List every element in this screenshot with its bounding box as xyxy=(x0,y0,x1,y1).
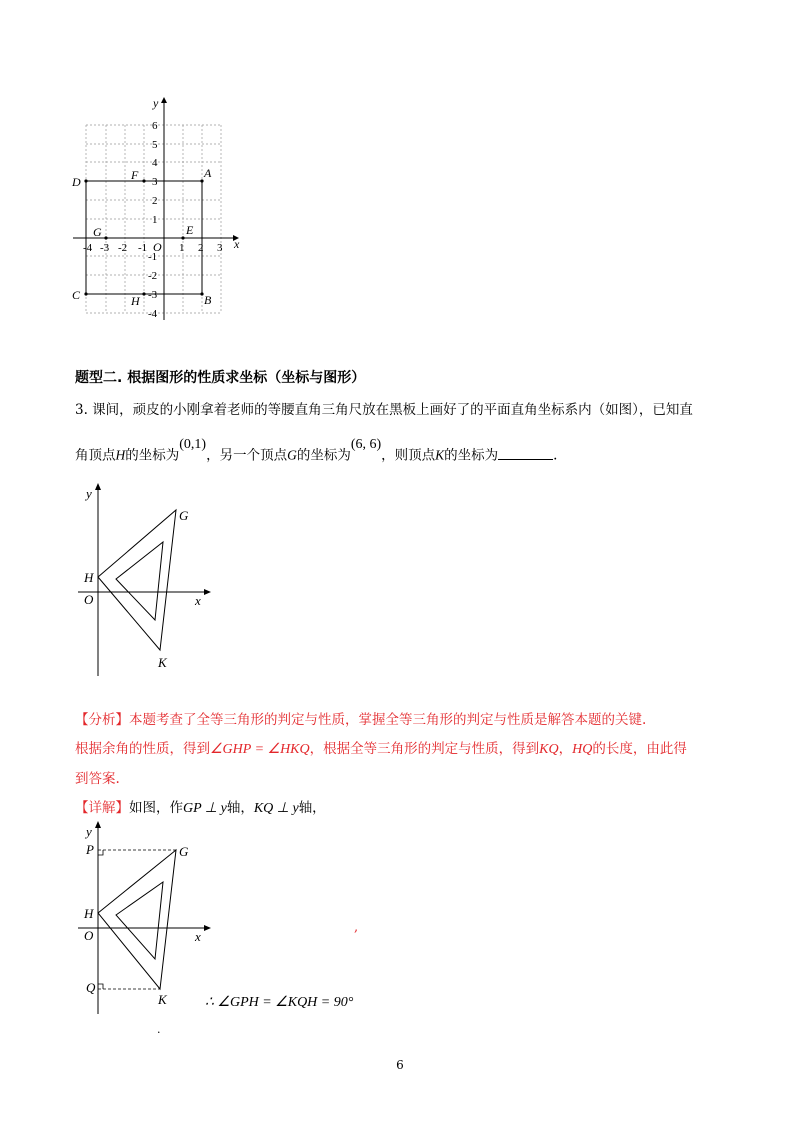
question-line-2: 角顶点H的坐标为$^{(0,1)}$，另一个顶点G的坐标为$^{(6, 6)}$，则顶点K的坐标为 . xyxy=(75,437,558,464)
point-e-label: E xyxy=(186,223,194,237)
xtick-m3: -3 xyxy=(100,242,110,254)
x-axis-label: x xyxy=(234,237,240,251)
ytick-m1: -1 xyxy=(148,251,158,263)
question-line-1: 3. 课间，顽皮的小刚拿着老师的等腰直角三角尺放在黑板上画好了的平面直角坐标系内（如图），已知直 xyxy=(75,402,693,418)
point-h-label: H xyxy=(131,294,140,308)
ytick-4: 4 xyxy=(152,157,158,169)
q-label: Q xyxy=(86,980,96,995)
h-label: H xyxy=(84,570,94,585)
xtick-1: 1 xyxy=(179,242,185,254)
ytick-3: 3 xyxy=(152,176,158,188)
ytick-m2: -2 xyxy=(148,270,158,282)
point-b-label: B xyxy=(204,293,212,307)
section-heading: 题型二. 根据图形的性质求坐标（坐标与图形） xyxy=(75,370,366,386)
stray-comma: , xyxy=(354,920,359,935)
y-axis-label: y xyxy=(86,486,92,501)
g-label: G xyxy=(179,508,189,523)
analysis-line-3: 到答案. xyxy=(75,771,120,787)
stray-dot: . xyxy=(157,1023,161,1036)
origin-label: O xyxy=(84,928,94,943)
coord-h: (0,1) xyxy=(179,437,207,452)
triangle-outer xyxy=(98,850,176,989)
ytick-m4: -4 xyxy=(148,308,158,320)
xtick-2: 2 xyxy=(198,242,204,254)
k-label: K xyxy=(158,655,167,670)
analysis-tag: 【分析】 xyxy=(75,712,129,728)
g-label: G xyxy=(179,844,189,859)
detail-tag: 【详解】 xyxy=(75,800,129,816)
x-axis-label: x xyxy=(195,593,201,608)
triangle-inner xyxy=(116,542,163,620)
y-axis-label: y xyxy=(153,96,159,110)
right-angle-p xyxy=(98,850,103,855)
p-label: P xyxy=(86,842,94,857)
xtick-m2: -2 xyxy=(118,242,128,254)
point-g-label: G xyxy=(93,225,102,239)
h-label: H xyxy=(84,906,94,921)
detail-line: 【详解】如图，作GP ⊥ y轴，KQ ⊥ y轴， xyxy=(75,800,326,816)
x-axis-label: x xyxy=(195,929,201,944)
point-f-label: F xyxy=(131,168,139,182)
ytick-2: 2 xyxy=(152,195,158,207)
xtick-m1: -1 xyxy=(138,242,148,254)
triangle-figure xyxy=(78,480,218,680)
ytick-5: 5 xyxy=(152,139,158,151)
detail-figure xyxy=(78,818,218,1018)
ytick-6: 6 xyxy=(152,120,158,132)
k-label: K xyxy=(158,992,167,1007)
y-axis-label: y xyxy=(86,824,92,839)
conclusion: ∴ ∠GPH = ∠KQH = 90° xyxy=(205,995,354,1010)
page-number: 6 xyxy=(396,1058,404,1072)
ytick-m3: -3 xyxy=(148,289,158,301)
point-d-label: D xyxy=(72,175,81,189)
right-angle-q xyxy=(98,984,103,989)
triangle-outer xyxy=(98,510,176,650)
xtick-m4: -4 xyxy=(83,242,93,254)
point-a-label: A xyxy=(204,166,212,180)
analysis-line-1: 【分析】本题考查了全等三角形的判定与性质，掌握全等三角形的判定与性质是解答本题的关键. xyxy=(75,712,647,728)
triangle-inner xyxy=(116,882,163,959)
grid-figure xyxy=(68,95,258,330)
point-c-label: C xyxy=(72,288,81,302)
origin-label: O xyxy=(153,240,162,254)
coord-g: (6, 6) xyxy=(350,437,382,452)
answer-blank xyxy=(498,447,553,460)
ytick-1: 1 xyxy=(152,214,158,226)
analysis-line-2: 根据余角的性质，得到∠GHP = ∠HKQ，根据全等三角形的判定与性质，得到KQ，HQ的长度，由此得 xyxy=(75,741,687,757)
xtick-3: 3 xyxy=(217,242,223,254)
origin-label: O xyxy=(84,592,94,607)
